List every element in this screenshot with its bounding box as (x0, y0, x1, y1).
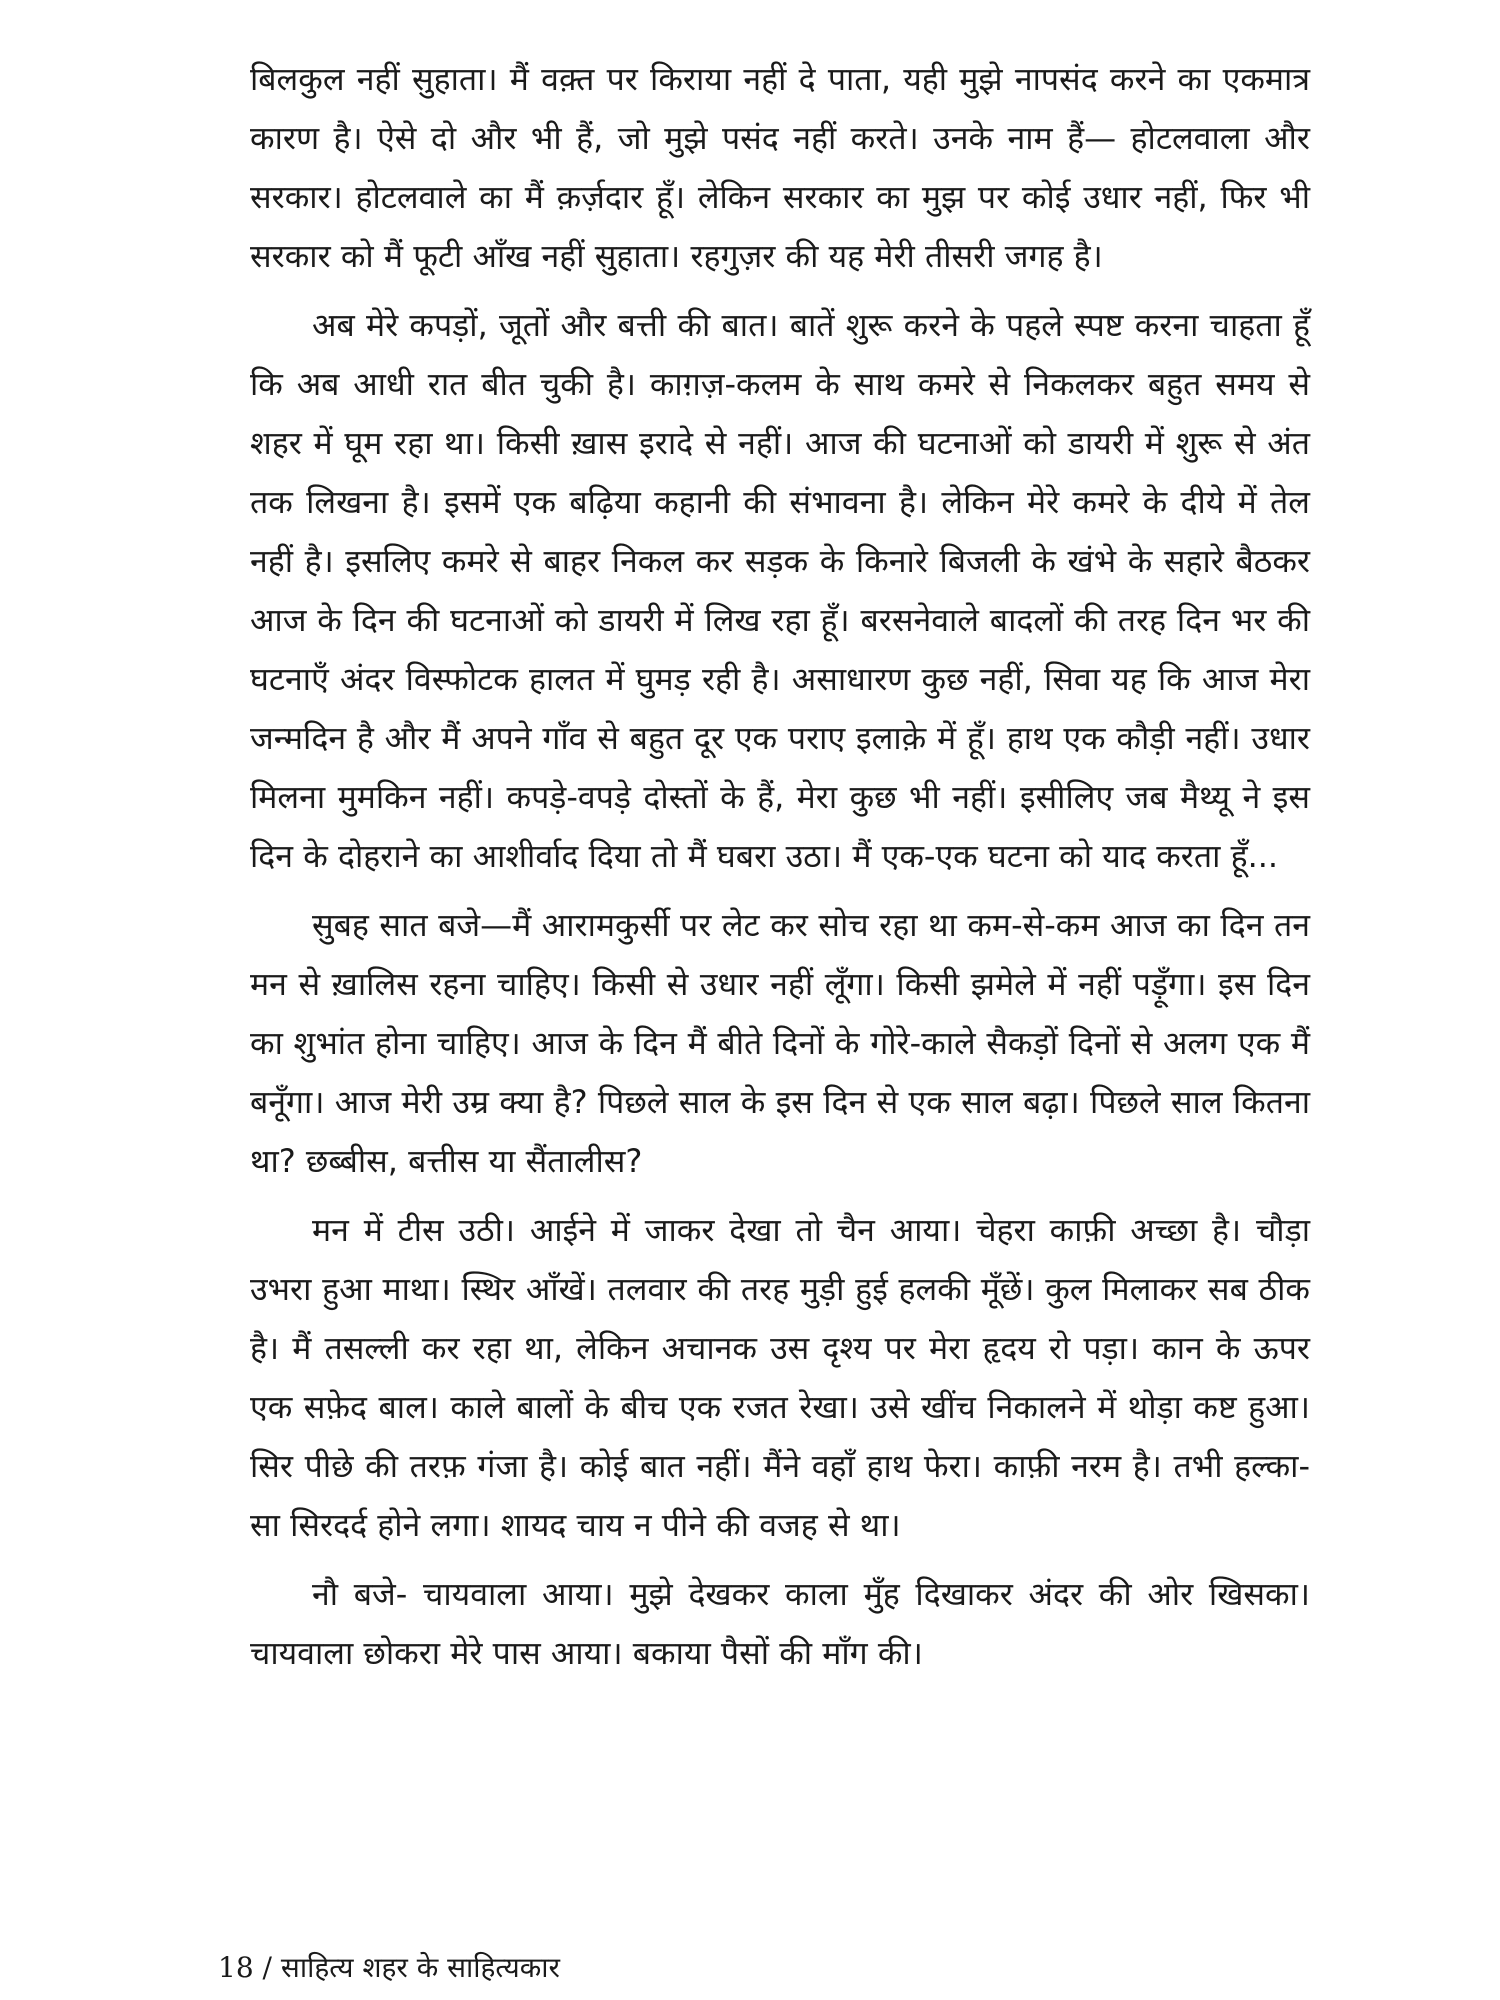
paragraph-1: बिलकुल नहीं सुहाता। मैं वक़्त पर किराया नहीं दे पाता, यही मुझे नापसंद करने का एकमात्र कारण है। ऐसे दो और भी हैं, जो मुझे पसंद नहीं करते। उनके नाम हैं— होटलवाला और सरकार। होटलवाले का मैं क़र्ज़दार हूँ। लेकिन सरकार का मुझ पर कोई उधार नहीं, फिर भी सरकार को मैं फूटी आँख नहीं सुहाता। रहगुज़र की यह मेरी तीसरी जगह है। (250, 60, 1310, 275)
footer-separator: / (262, 1951, 272, 1984)
paragraph-3: सुबह सात बजे—मैं आरामकुर्सी पर लेट कर सोच रहा था कम-से-कम आज का दिन तन मन से ख़ालिस रहना चाहिए। किसी से उधार नहीं लूँगा। किसी झमेले में नहीं पड़ूँगा। इस दिन का शुभांत होना चाहिए। आज के दिन मैं बीते दिनों के गोरे-काले सैकड़ों दिनों से अलग एक मैं बनूँगा। आज मेरी उम्र क्या है? पिछले साल के इस दिन से एक साल बढ़ा। पिछले साल कितना था? छब्बीस, बत्तीस या सैंतालीस? (250, 906, 1310, 1180)
page-body (250, 50, 1310, 1970)
paragraph-4: मन में टीस उठी। आईने में जाकर देखा तो चैन आया। चेहरा काफ़ी अच्छा है। चौड़ा उभरा हुआ माथा। स्थिर आँखें। तलवार की तरह मुड़ी हुई हलकी मूँछें। कुल मिलाकर सब ठीक है। मैं तसल्ली कर रहा था, लेकिन अचानक उस दृश्य पर मेरा हृदय रो पड़ा। कान के ऊपर एक सफ़ेद बाल। काले बालों के बीच एक रजत रेखा। उसे खींच निकालने में थोड़ा कष्ट हुआ। सिर पीछे की तरफ़ गंजा है। कोई बात नहीं। मैंने वहाँ हाथ फेरा। काफ़ी नरम है। तभी हल्का-सा सिरदर्द होने लगा। शायद चाय न पीने की वजह से था। (250, 1211, 1310, 1544)
book-title: साहित्य शहर के साहित्यकार (280, 1951, 560, 1984)
paragraph-5: नौ बजे- चायवाला आया। मुझे देखकर काला मुँह दिखाकर अंदर की ओर खिसका। चायवाला छोकरा मेरे पास आया। बकाया पैसों की माँग की। (250, 1575, 1310, 1672)
page-number: 18 (218, 1951, 254, 1984)
paragraph-2: अब मेरे कपड़ों, जूतों और बत्ती की बात। बातें शुरू करने के पहले स्पष्ट करना चाहता हूँ कि अब आधी रात बीत चुकी है। काग़ज़-कलम के साथ कमरे से निकलकर बहुत समय से शहर में घूम रहा था। किसी ख़ास इरादे से नहीं। आज की घटनाओं को डायरी में शुरू से अंत तक लिखना है। इसमें एक बढ़िया कहानी की संभावना है। लेकिन मेरे कमरे के दीये में तेल नहीं है। इसलिए कमरे से बाहर निकल कर सड़क के किनारे बिजली के खंभे के सहारे बैठकर आज के दिन की घटनाओं को डायरी में लिख रहा हूँ। बरसनेवाले बादलों की तरह दिन भर की घटनाएँ अंदर विस्फोटक हालत में घुमड़ रही है। असाधारण कुछ नहीं, सिवा यह कि आज मेरा जन्मदिन है और मैं अपने गाँव से बहुत दूर एक पराए इलाक़े में हूँ। हाथ एक कौड़ी नहीं। उधार मिलना मुमकिन नहीं। कपड़े-वपड़े दोस्तों के हैं, मेरा कुछ भी नहीं। इसीलिए जब मैथ्यू ने इस दिन के दोहराने का आशीर्वाद दिया तो मैं घबरा उठा। मैं एक-एक घटना को याद करता हूँ... (250, 306, 1310, 875)
page-footer (218, 1950, 560, 1986)
